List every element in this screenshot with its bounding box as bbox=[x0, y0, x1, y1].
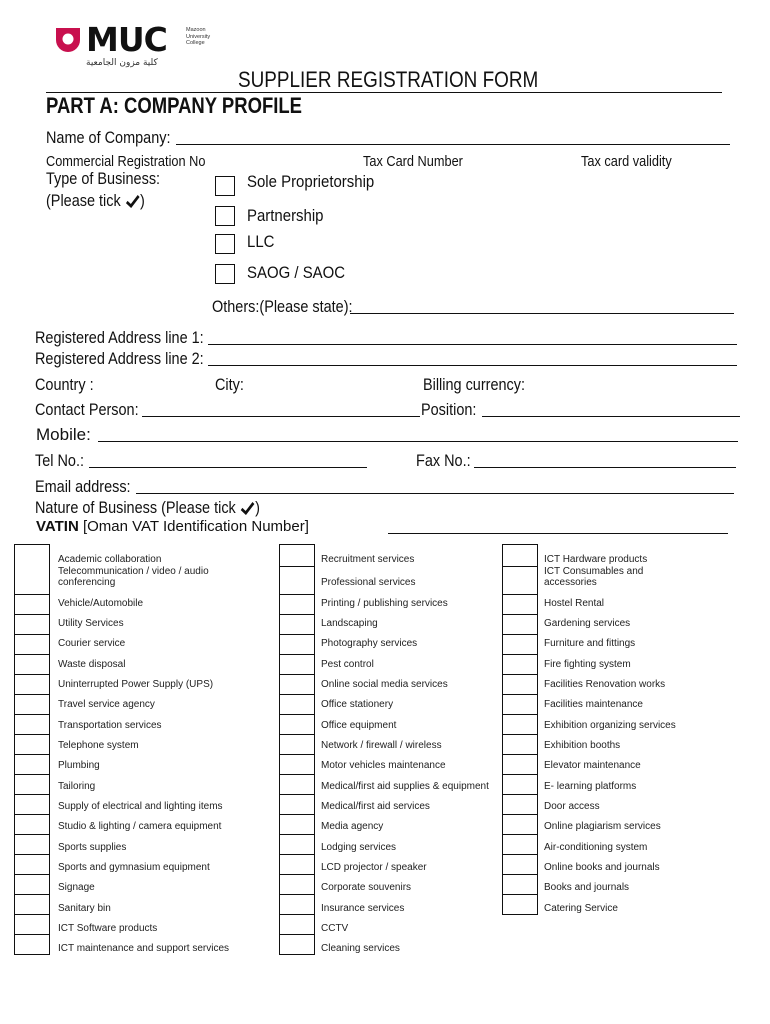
tax-card-number-label: Tax Card Number bbox=[363, 153, 463, 170]
service-checkbox[interactable] bbox=[502, 854, 538, 875]
service-checkbox[interactable] bbox=[14, 754, 50, 775]
service-label: Insurance services bbox=[321, 903, 405, 914]
position-label: Position: bbox=[421, 400, 477, 419]
service-label: ICT Consumables and bbox=[544, 566, 644, 577]
service-label: E- learning platforms bbox=[544, 781, 637, 792]
service-checkbox[interactable] bbox=[502, 614, 538, 635]
service-label: Signage bbox=[58, 882, 95, 893]
service-label: Telecommunication / video / audio bbox=[58, 566, 209, 577]
service-label: Professional services bbox=[321, 577, 416, 588]
billing-currency-label: Billing currency: bbox=[423, 375, 525, 394]
service-checkbox[interactable] bbox=[502, 674, 538, 695]
service-checkbox[interactable] bbox=[279, 894, 315, 915]
service-checkbox[interactable] bbox=[14, 854, 50, 875]
service-checkbox[interactable] bbox=[14, 634, 50, 655]
city-label: City: bbox=[215, 375, 244, 394]
service-checkbox[interactable] bbox=[279, 794, 315, 815]
tel-label: Tel No.: bbox=[35, 451, 84, 470]
service-checkbox[interactable] bbox=[14, 594, 50, 615]
label-partnership: Partnership bbox=[247, 206, 324, 225]
service-label: Catering Service bbox=[544, 903, 618, 914]
service-label: Facilities maintenance bbox=[544, 699, 643, 710]
service-checkbox[interactable] bbox=[279, 544, 315, 567]
email-label: Email address: bbox=[35, 477, 131, 496]
service-checkbox[interactable] bbox=[14, 614, 50, 635]
service-label: Courier service bbox=[58, 638, 126, 649]
service-checkbox[interactable] bbox=[502, 544, 538, 567]
service-label: Online social media services bbox=[321, 679, 448, 690]
service-label: Utility Services bbox=[58, 618, 124, 629]
service-label: Online plagiarism services bbox=[544, 821, 661, 832]
service-label: Supply of electrical and lighting items bbox=[58, 801, 223, 812]
service-checkbox[interactable] bbox=[14, 914, 50, 935]
name-of-company-label: Name of Company: bbox=[46, 128, 171, 147]
service-label: Sports supplies bbox=[58, 842, 127, 853]
service-checkbox[interactable] bbox=[502, 634, 538, 655]
form-title: SUPPLIER REGISTRATION FORM bbox=[238, 67, 539, 92]
service-label: Academic collaboration bbox=[58, 554, 162, 565]
service-label: Corporate souvenirs bbox=[321, 882, 412, 893]
service-checkbox[interactable] bbox=[279, 754, 315, 775]
checkbox-sole-proprietorship[interactable] bbox=[215, 176, 235, 196]
nature-of-business-label: Nature of Business (Please tick ) bbox=[35, 498, 260, 517]
service-checkbox[interactable] bbox=[14, 544, 50, 595]
checkbox-partnership[interactable] bbox=[215, 206, 235, 226]
service-label: Telephone system bbox=[58, 740, 139, 751]
service-checkbox[interactable] bbox=[279, 714, 315, 735]
service-label: Printing / publishing services bbox=[321, 598, 448, 609]
commercial-registration-label: Commercial Registration No bbox=[46, 153, 206, 170]
others-field[interactable] bbox=[350, 313, 734, 314]
service-label: Plumbing bbox=[58, 760, 100, 771]
service-checkbox[interactable] bbox=[14, 774, 50, 795]
service-label: Vehicle/Automobile bbox=[58, 598, 144, 609]
service-label: Sanitary bin bbox=[58, 903, 111, 914]
service-label: Hostel Rental bbox=[544, 598, 605, 609]
logo-arabic-text: كلية مزون الجامعية bbox=[86, 58, 158, 68]
service-checkbox[interactable] bbox=[502, 754, 538, 775]
position-field[interactable] bbox=[482, 416, 740, 417]
service-label: Exhibition organizing services bbox=[544, 720, 676, 731]
label-saog-saoc: SAOG / SAOC bbox=[247, 263, 346, 282]
service-label: Online books and journals bbox=[544, 862, 660, 873]
service-label: LCD projector / speaker bbox=[321, 862, 427, 873]
service-label: Network / firewall / wireless bbox=[321, 740, 442, 751]
service-checkbox[interactable] bbox=[14, 794, 50, 815]
service-checkbox[interactable] bbox=[279, 594, 315, 615]
address-line2-label: Registered Address line 2: bbox=[35, 349, 204, 368]
service-checkbox[interactable] bbox=[502, 654, 538, 675]
address-line1-field[interactable] bbox=[208, 344, 737, 345]
service-label: ICT maintenance and support services bbox=[58, 943, 230, 954]
service-label: Transportation services bbox=[58, 720, 162, 731]
fax-field[interactable] bbox=[474, 467, 736, 468]
service-checkbox[interactable] bbox=[502, 874, 538, 895]
logo-wordmark: MUC bbox=[86, 20, 167, 59]
country-label: Country : bbox=[35, 375, 94, 394]
service-checkbox[interactable] bbox=[502, 594, 538, 615]
service-label: Air-conditioning system bbox=[544, 842, 648, 853]
service-checkbox[interactable] bbox=[14, 814, 50, 835]
service-checkbox[interactable] bbox=[14, 834, 50, 855]
service-label: Recruitment services bbox=[321, 554, 415, 565]
label-llc: LLC bbox=[247, 232, 275, 251]
service-checkbox[interactable] bbox=[502, 694, 538, 715]
service-label: Photography services bbox=[321, 638, 418, 649]
address-line2-field[interactable] bbox=[208, 365, 737, 366]
tel-field[interactable] bbox=[89, 467, 367, 468]
service-checkbox[interactable] bbox=[502, 734, 538, 755]
service-label: Studio & lighting / camera equipment bbox=[58, 821, 222, 832]
service-checkbox[interactable] bbox=[502, 894, 538, 915]
service-label: Landscaping bbox=[321, 618, 378, 629]
service-label: Sports and gymnasium equipment bbox=[58, 862, 210, 873]
service-checkbox[interactable] bbox=[502, 834, 538, 855]
service-checkbox[interactable] bbox=[14, 934, 50, 955]
service-checkbox[interactable] bbox=[279, 734, 315, 755]
service-checkbox[interactable] bbox=[279, 834, 315, 855]
service-checkbox[interactable] bbox=[14, 714, 50, 735]
contact-person-label: Contact Person: bbox=[35, 400, 139, 419]
service-label: Fire fighting system bbox=[544, 659, 631, 670]
email-field[interactable] bbox=[136, 493, 734, 494]
service-label: accessories bbox=[544, 577, 597, 588]
service-checkbox[interactable] bbox=[279, 674, 315, 695]
mobile-label: Mobile: bbox=[36, 425, 91, 444]
check-mark-icon bbox=[240, 501, 255, 515]
service-checkbox[interactable] bbox=[14, 654, 50, 675]
address-line1-label: Registered Address line 1: bbox=[35, 328, 204, 347]
service-label: Cleaning services bbox=[321, 943, 400, 954]
service-label: Furniture and fittings bbox=[544, 638, 636, 649]
service-label: Motor vehicles maintenance bbox=[321, 760, 446, 771]
service-checkbox[interactable] bbox=[14, 894, 50, 915]
service-checkbox[interactable] bbox=[502, 814, 538, 835]
service-checkbox[interactable] bbox=[14, 674, 50, 695]
name-of-company-field[interactable] bbox=[176, 144, 730, 145]
service-label: Office stationery bbox=[321, 699, 394, 710]
service-label: Office equipment bbox=[321, 720, 397, 731]
service-checkbox[interactable] bbox=[279, 914, 315, 935]
service-label: Travel service agency bbox=[58, 699, 155, 710]
service-checkbox[interactable] bbox=[502, 774, 538, 795]
tax-card-validity-label: Tax card validity bbox=[581, 153, 672, 170]
service-checkbox[interactable] bbox=[279, 566, 315, 595]
service-checkbox[interactable] bbox=[14, 694, 50, 715]
please-tick-note: (Please tick ) bbox=[46, 191, 145, 210]
service-label: ICT Software products bbox=[58, 923, 158, 934]
service-checkbox[interactable] bbox=[279, 934, 315, 955]
service-label: CCTV bbox=[321, 923, 349, 934]
label-sole-proprietorship: Sole Proprietorship bbox=[247, 172, 375, 191]
service-label: ICT Hardware products bbox=[544, 554, 648, 565]
service-checkbox[interactable] bbox=[279, 814, 315, 835]
service-label: Uninterrupted Power Supply (UPS) bbox=[58, 679, 214, 690]
service-checkbox[interactable] bbox=[279, 854, 315, 875]
service-label: Tailoring bbox=[58, 781, 96, 792]
checkbox-saog-saoc[interactable] bbox=[215, 264, 235, 284]
service-checkbox[interactable] bbox=[279, 614, 315, 635]
service-label: conferencing bbox=[58, 577, 116, 588]
service-checkbox[interactable] bbox=[279, 654, 315, 675]
fax-label: Fax No.: bbox=[416, 451, 471, 470]
service-label: Books and journals bbox=[544, 882, 630, 893]
vatin-label: VATIN [Oman VAT Identification Number] bbox=[36, 518, 309, 535]
service-label: Waste disposal bbox=[58, 659, 126, 670]
service-checkbox[interactable] bbox=[279, 874, 315, 895]
logo-side-text: Mazoon University College bbox=[186, 27, 211, 46]
others-label: Others:(Please state): bbox=[212, 297, 353, 316]
service-checkbox[interactable] bbox=[502, 794, 538, 815]
checkbox-llc[interactable] bbox=[215, 234, 235, 254]
service-checkbox[interactable] bbox=[502, 714, 538, 735]
service-label: Media agency bbox=[321, 821, 384, 832]
service-label: Gardening services bbox=[544, 618, 631, 629]
type-of-business-label: Type of Business: bbox=[46, 169, 161, 188]
service-label: Medical/first aid services bbox=[321, 801, 430, 812]
service-checkbox[interactable] bbox=[14, 874, 50, 895]
vatin-field[interactable] bbox=[388, 533, 728, 534]
contact-person-field[interactable] bbox=[142, 416, 420, 417]
service-checkbox[interactable] bbox=[279, 774, 315, 795]
service-checkbox[interactable] bbox=[279, 634, 315, 655]
service-label: Door access bbox=[544, 801, 600, 812]
service-label: Medical/first aid supplies & equipment bbox=[321, 781, 489, 792]
shield-logo-icon bbox=[55, 27, 81, 53]
service-label: Facilities Renovation works bbox=[544, 679, 666, 690]
service-label: Pest control bbox=[321, 659, 374, 670]
part-a-heading: PART A: COMPANY PROFILE bbox=[46, 93, 302, 118]
mobile-field[interactable] bbox=[98, 441, 738, 442]
service-label: Exhibition booths bbox=[544, 740, 621, 751]
check-mark-icon bbox=[125, 194, 140, 208]
service-label: Elevator maintenance bbox=[544, 760, 641, 771]
service-label: Lodging services bbox=[321, 842, 397, 853]
service-checkbox[interactable] bbox=[14, 734, 50, 755]
service-checkbox[interactable] bbox=[502, 566, 538, 595]
service-checkbox[interactable] bbox=[279, 694, 315, 715]
